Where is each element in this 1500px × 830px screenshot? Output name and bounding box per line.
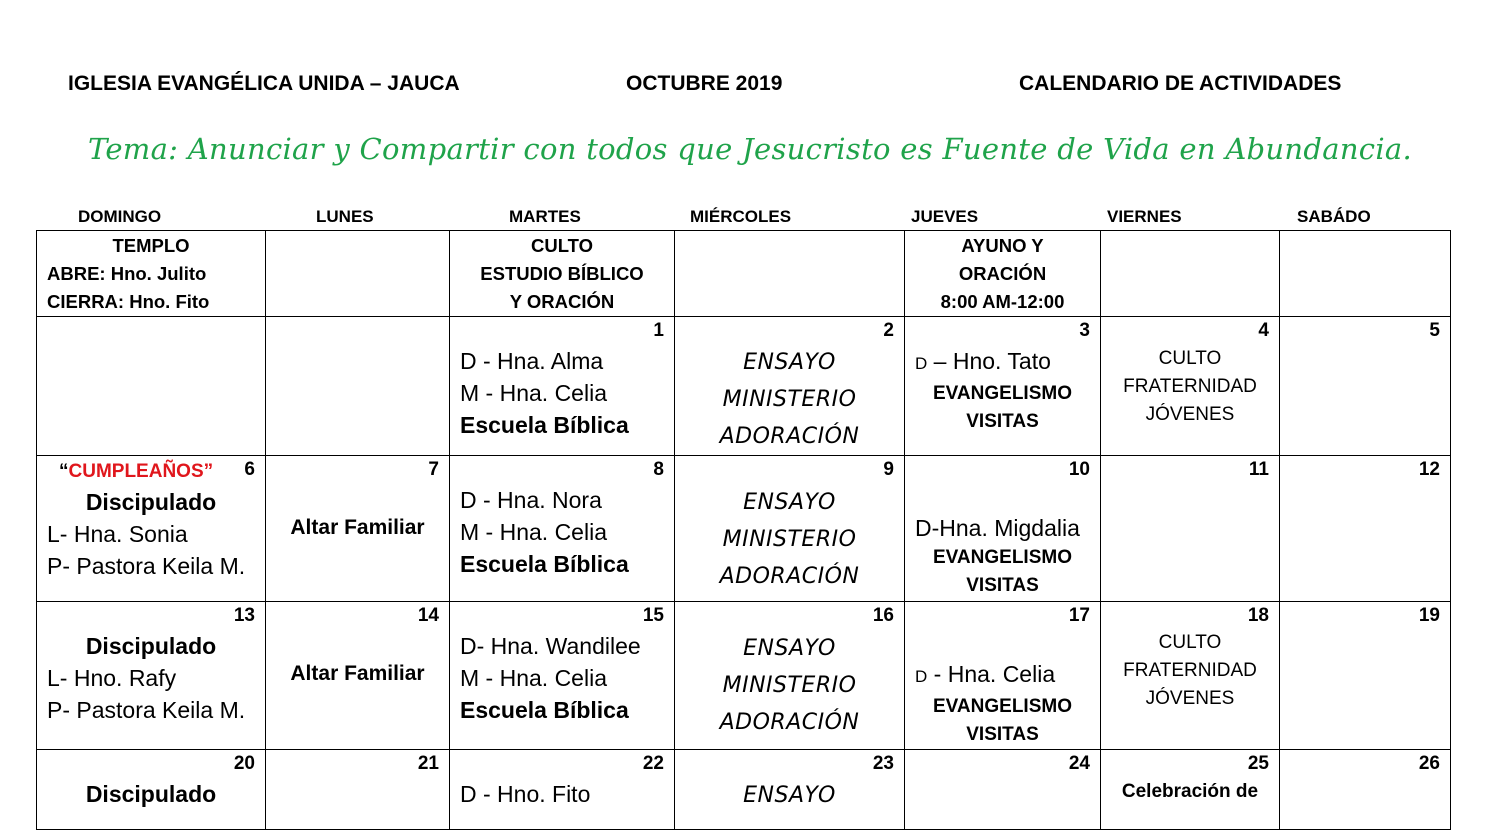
day-cell-22 [450,750,675,830]
activity-line: Celebración de [1121,781,1259,802]
activity-line: ENSAYO [743,350,836,375]
duty-line: D - Hno. Fito [460,781,591,807]
day-number: 13 [233,605,255,626]
duty-line: L- Hna. Sonia [47,521,188,547]
activity-line: ENSAYO [743,490,836,515]
day-number: 1 [653,320,664,341]
info-cell-friday [1101,231,1280,317]
activity-line: ADORACIÓN [719,564,860,589]
day-number: 17 [1068,605,1090,626]
day-number: 12 [1418,459,1440,480]
activity-line: Altar Familiar [290,516,425,539]
day-cell-19 [1280,602,1451,750]
day-header-monday: LUNES [316,207,374,226]
day-cell-10 [905,456,1101,602]
day-cell-14 [266,602,450,750]
week-row [37,750,1451,830]
duty-line: D- Hna. Wandilee [460,633,641,659]
day-cell-2 [675,317,905,456]
activity-line: Altar Familiar [290,662,425,685]
day-cell-empty [37,317,266,456]
info-line: AYUNO Y [961,235,1044,256]
activity-line: Discipulado [85,633,217,659]
day-cell-24 [905,750,1101,830]
duty-prefix: D [915,354,928,373]
church-name: IGLESIA EVANGÉLICA UNIDA – JAUCA [68,72,460,95]
day-number: 23 [872,753,894,774]
day-header-thursday: JUEVES [911,207,979,226]
info-line: CIERRA: Hno. Fito [47,291,210,312]
day-cell-16 [675,602,905,750]
duty-line: P- Pastora Keila M. [47,553,246,579]
day-cell-11 [1101,456,1280,602]
activity-line: VISITAS [966,724,1039,745]
activity-line: ENSAYO [743,783,836,808]
day-cell-6 [37,456,266,602]
week-row [37,456,1451,602]
calendar-month: OCTUBRE 2019 [626,72,783,95]
activity-line: EVANGELISMO [933,696,1072,717]
day-number: 11 [1248,459,1269,480]
week-row [37,317,1451,456]
day-number: 15 [642,605,664,626]
day-cell-5 [1280,317,1451,456]
duty-line: D - Hna. Nora [460,487,602,513]
day-cell-4 [1101,317,1280,456]
activity-line: CULTO [1158,632,1222,653]
day-cell-17 [905,602,1101,750]
duty-line: D - Hna. Alma [460,348,604,374]
day-number: 19 [1418,605,1440,626]
day-header-tuesday: MARTES [509,207,581,226]
day-cell-1 [450,317,675,456]
activity-line: ADORACIÓN [719,424,860,449]
duty-line: M - Hna. Celia [460,665,607,691]
activity-line: JÓVENES [1145,404,1235,425]
activity-line: MINISTERIO [722,387,857,412]
day-cell-26 [1280,750,1451,830]
info-line: ESTUDIO BÍBLICO [480,263,644,284]
info-cell-tuesday [450,231,675,317]
day-number: 20 [233,753,255,774]
activity-line: Discipulado [85,781,217,807]
info-cell-wednesday [675,231,905,317]
activity-line: EVANGELISMO [933,383,1072,404]
activity-line: Discipulado [85,489,217,515]
day-cell-13 [37,602,266,750]
activity-line: CULTO [1158,348,1222,369]
info-cell-saturday [1280,231,1451,317]
duty-prefix: D [915,667,928,686]
info-cell-thursday [905,231,1101,317]
duty-line: M - Hna. Celia [460,519,607,545]
duty-line: M - Hna. Celia [460,380,607,406]
day-number: 18 [1247,605,1269,626]
activity-line: FRATERNIDAD [1123,660,1257,681]
calendar-grid [36,230,1451,830]
info-line: 8:00 AM-12:00 [940,291,1065,312]
day-header-sunday: DOMINGO [78,207,162,226]
duty-line: P- Pastora Keila M. [47,697,246,723]
activity-line: MINISTERIO [722,673,857,698]
week-row [37,602,1451,750]
activity-line: ENSAYO [743,636,836,661]
activity-line: VISITAS [966,575,1039,596]
duty-line: D-Hna. Migdalia [915,515,1080,541]
calendar-title: CALENDARIO DE ACTIVIDADES [1019,72,1342,95]
day-cell-18 [1101,602,1280,750]
day-number: 9 [883,459,894,480]
day-number: 3 [1079,320,1090,341]
day-number: 2 [883,320,894,341]
activity-line: VISITAS [966,411,1039,432]
day-cell-23 [675,750,905,830]
activity-line: MINISTERIO [722,527,857,552]
day-number: 7 [428,459,439,480]
activity-line: JÓVENES [1145,688,1235,709]
info-line: ORACIÓN [958,263,1047,284]
duty-line: L- Hno. Rafy [47,665,177,691]
activity-line: Escuela Bíblica [460,697,629,723]
activity-line: EVANGELISMO [933,547,1072,568]
activity-line: Escuela Bíblica [460,551,629,577]
day-number: 6 [244,459,255,480]
day-cell-9 [675,456,905,602]
theme-line: Tema: Anunciar y Compartir con todos que Jesucristo es Fuente de Vida en Abundancia. [87,132,1413,166]
day-cell-20 [37,750,266,830]
info-row [37,231,1451,317]
activity-line: ADORACIÓN [719,710,860,735]
duty-line: - Hna. Celia [927,661,1056,687]
day-number: 10 [1068,459,1090,480]
day-number: 24 [1068,753,1090,774]
day-number: 16 [872,605,894,626]
day-number: 21 [417,753,439,774]
info-line: Y ORACIÓN [509,291,615,312]
birthday-label: “CUMPLEAÑOS” [59,461,214,482]
day-number: 8 [653,459,664,480]
day-header-saturday: SABÁDO [1297,207,1371,226]
day-cell-3 [905,317,1101,456]
activity-line: Escuela Bíblica [460,412,629,438]
info-cell-monday [266,231,450,317]
activity-line: FRATERNIDAD [1123,376,1257,397]
duty-line: – Hno. Tato [927,348,1051,374]
day-cell-25 [1101,750,1280,830]
info-cell-sunday [37,231,266,317]
day-cell-7 [266,456,450,602]
day-number: 22 [642,753,664,774]
day-number: 5 [1429,320,1440,341]
day-cell-15 [450,602,675,750]
day-header-friday: VIERNES [1107,207,1182,226]
day-cell-empty [266,317,450,456]
day-cell-8 [450,456,675,602]
day-header-wednesday: MIÉRCOLES [690,207,792,226]
day-cell-21 [266,750,450,830]
info-line: ABRE: Hno. Julito [47,263,207,284]
day-number: 26 [1418,753,1440,774]
day-number: 14 [417,605,439,626]
info-line: TEMPLO [112,235,190,256]
day-number: 4 [1258,320,1269,341]
info-line: CULTO [530,235,593,256]
day-cell-12 [1280,456,1451,602]
day-number: 25 [1247,753,1269,774]
